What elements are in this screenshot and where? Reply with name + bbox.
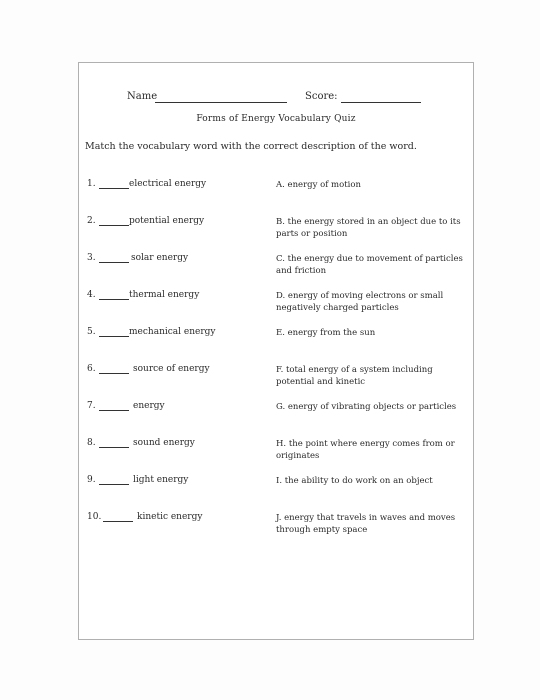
question-row [79, 401, 473, 431]
answer-blank [99, 299, 129, 300]
definition: G. energy of vibrating objects or particles [276, 402, 457, 412]
vocab-term: light energy [133, 475, 189, 485]
answer-blank [99, 262, 129, 263]
question-row [79, 438, 473, 468]
question-row [79, 364, 473, 394]
quiz-title: Forms of Energy Vocabulary Quiz [196, 114, 356, 124]
definition: F. total energy of a system including potential and kinetic [276, 365, 433, 387]
question-number: 10. [87, 512, 102, 522]
vocab-term: source of energy [133, 364, 210, 374]
quiz-worksheet [78, 62, 474, 640]
question-row [79, 512, 473, 542]
score-label: Score: [305, 91, 338, 102]
question-row [79, 253, 473, 283]
vocab-term: mechanical energy [129, 327, 216, 337]
vocab-term: solar energy [131, 253, 189, 263]
question-number: 2. [87, 216, 96, 226]
name-blank [155, 102, 287, 103]
vocab-term: sound energy [133, 438, 195, 448]
definition: H. the point where energy comes from or originates [276, 439, 455, 461]
definition: C. the energy due to movement of particles and friction [276, 254, 463, 276]
definition: E. energy from the sun [276, 328, 376, 338]
question-row [79, 290, 473, 320]
question-number: 8. [87, 438, 96, 448]
name-label: Name [127, 91, 158, 102]
definition: J. energy that travels in waves and moves through empty space [276, 513, 456, 535]
definition: I. the ability to do work on an object [276, 476, 433, 486]
answer-blank [99, 225, 129, 226]
answer-blank [99, 336, 129, 337]
question-row [79, 475, 473, 505]
vocab-term: energy [133, 401, 165, 411]
question-number: 3. [87, 253, 96, 263]
question-number: 6. [87, 364, 96, 374]
question-row [79, 327, 473, 357]
instructions: Match the vocabulary word with the correct description of the word. [85, 141, 417, 152]
answer-blank [99, 484, 129, 485]
question-number: 1. [87, 179, 96, 189]
vocab-term: thermal energy [129, 290, 200, 300]
score-blank [341, 102, 421, 103]
vocab-term: kinetic energy [137, 512, 203, 522]
definition: D. energy of moving electrons or small negatively charged particles [276, 291, 444, 313]
definition: B. the energy stored in an object due to its parts or position [276, 217, 461, 239]
answer-blank [99, 447, 129, 448]
answer-blank [99, 373, 129, 374]
question-number: 7. [87, 401, 96, 411]
question-number: 5. [87, 327, 96, 337]
answer-blank [99, 410, 129, 411]
definition: A. energy of motion [276, 180, 361, 190]
vocab-term: potential energy [129, 216, 205, 226]
vocab-term: electrical energy [129, 179, 207, 189]
question-row [79, 179, 473, 209]
question-row [79, 216, 473, 246]
question-number: 9. [87, 475, 96, 485]
header-line [79, 91, 473, 105]
answer-blank [99, 188, 129, 189]
question-number: 4. [87, 290, 96, 300]
answer-blank [103, 521, 133, 522]
